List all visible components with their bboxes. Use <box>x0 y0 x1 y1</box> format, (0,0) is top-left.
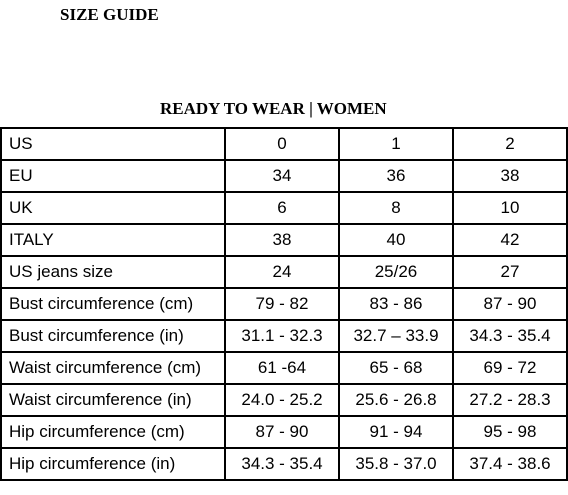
size-value-cell: 34.3 - 35.4 <box>225 448 339 480</box>
size-value-cell: 25.6 - 26.8 <box>339 384 453 416</box>
size-value-cell: 0 <box>225 128 339 160</box>
table-row <box>1 224 567 256</box>
size-value-cell: 37.4 - 38.6 <box>453 448 567 480</box>
row-label: Hip circumference (in) <box>1 448 225 480</box>
size-value-cell: 2 <box>453 128 567 160</box>
size-value-cell: 6 <box>225 192 339 224</box>
size-value-cell: 34 <box>225 160 339 192</box>
row-label: Bust circumference (in) <box>1 320 225 352</box>
table-row <box>1 352 567 384</box>
size-value-cell: 36 <box>339 160 453 192</box>
size-value-cell: 95 - 98 <box>453 416 567 448</box>
size-value-cell: 34.3 - 35.4 <box>453 320 567 352</box>
table-row <box>1 320 567 352</box>
size-value-cell: 8 <box>339 192 453 224</box>
row-label: Bust circumference (cm) <box>1 288 225 320</box>
size-value-cell: 83 - 86 <box>339 288 453 320</box>
size-value-cell: 61 -64 <box>225 352 339 384</box>
table-row <box>1 288 567 320</box>
size-value-cell: 27.2 - 28.3 <box>453 384 567 416</box>
row-label: Hip circumference (cm) <box>1 416 225 448</box>
size-value-cell: 31.1 - 32.3 <box>225 320 339 352</box>
size-table-body <box>1 128 567 480</box>
row-label: ITALY <box>1 224 225 256</box>
row-label: Waist circumference (in) <box>1 384 225 416</box>
size-value-cell: 32.7 – 33.9 <box>339 320 453 352</box>
size-value-cell: 38 <box>225 224 339 256</box>
row-label: UK <box>1 192 225 224</box>
size-value-cell: 79 - 82 <box>225 288 339 320</box>
size-value-cell: 38 <box>453 160 567 192</box>
table-row <box>1 160 567 192</box>
size-value-cell: 91 - 94 <box>339 416 453 448</box>
size-value-cell: 25/26 <box>339 256 453 288</box>
section-title: READY TO WEAR | WOMEN <box>160 99 387 118</box>
size-value-cell: 1 <box>339 128 453 160</box>
size-value-cell: 87 - 90 <box>225 416 339 448</box>
table-row <box>1 128 567 160</box>
table-row <box>1 384 567 416</box>
size-value-cell: 40 <box>339 224 453 256</box>
size-value-cell: 24.0 - 25.2 <box>225 384 339 416</box>
size-value-cell: 42 <box>453 224 567 256</box>
table-row <box>1 416 567 448</box>
size-value-cell: 87 - 90 <box>453 288 567 320</box>
size-table-container[interactable] <box>0 127 551 495</box>
size-value-cell: 24 <box>225 256 339 288</box>
table-row <box>1 256 567 288</box>
size-value-cell: 10 <box>453 192 567 224</box>
row-label: Waist circumference (cm) <box>1 352 225 384</box>
row-label: EU <box>1 160 225 192</box>
size-table <box>0 127 568 481</box>
size-guide-title: SIZE GUIDE <box>60 5 159 24</box>
size-value-cell: 35.8 - 37.0 <box>339 448 453 480</box>
size-value-cell: 65 - 68 <box>339 352 453 384</box>
table-row <box>1 192 567 224</box>
size-value-cell: 27 <box>453 256 567 288</box>
row-label: US <box>1 128 225 160</box>
row-label: US jeans size <box>1 256 225 288</box>
table-row <box>1 448 567 480</box>
size-value-cell: 69 - 72 <box>453 352 567 384</box>
